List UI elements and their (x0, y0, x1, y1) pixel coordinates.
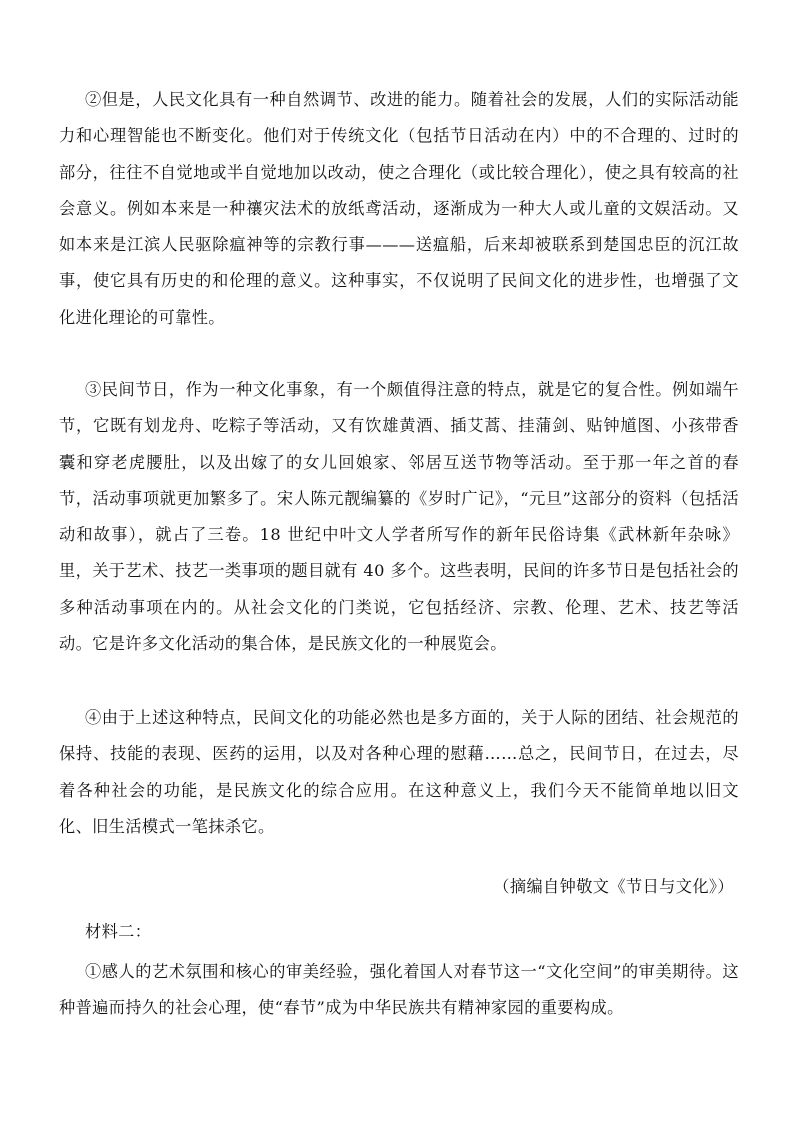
paragraph-3: ③民间节日，作为一种文化事象，有一个颇值得注意的特点，就是它的复合性。例如端午节，它既有划龙舟、吃粽子等活动，又有饮雄黄酒、插艾蒿、挂蒲剑、贴钟馗图、小孩带香囊和穿老虎腰肚，以及出嫁了的女儿回娘家、邻居互送节物等活动。至于那一年之首的春节，活动事项就更加繁多了。宋人陈元靓编纂的《岁时广记》，“元旦”这部分的资料（包括活动和故事），就占了三卷。18 世纪中叶文人学者所写作的新年民俗诗集《武林新年杂咏》里，关于艺术、技艺一类事项的题目就有 40 多个。这些表明，民间的许多节日是包括社会的多种活动事项在内的。从社会文化的门类说，它包括经济、宗教、伦理、艺术、技艺等活动。它是许多文化活动的集合体，是民族文化的一种展览会。 (59, 380, 739, 654)
paragraph-4: ④由于上述这种特点，民间文化的功能必然也是多方面的，关于人际的团结、社会规范的保持、技能的表现、医药的运用，以及对各种心理的慰藉……总之，民间节日，在过去，尽着各种社会的功能，是民族文化的综合应用。在这种意义上，我们今天不能简单地以旧文化、旧生活模式一笔抹杀它。 (59, 708, 739, 836)
material-2-heading: 材料二： (85, 922, 152, 941)
source-citation: （摘编自钟敬文《节日与文化》） (493, 877, 734, 896)
material-2-paragraph-1: ①感人的艺术氛围和核心的审美经验，强化着国人对春节这一“文化空间”的审美期待。这种普遍而持久的社会心理，使“春节”成为中华民族共有精神家园的重要构成。 (59, 962, 739, 1018)
paragraph-2: ②但是，人民文化具有一种自然调节、改进的能力。随着社会的发展，人们的实际活动能力和心理智能也不断变化。他们对于传统文化（包括节日活动在内）中的不合理的、过时的部分，往往不自觉地或半自觉地加以改动，使之合理化（或比较合理化），使之具有较高的社会意义。例如本来是一种禳灾法术的放纸鸢活动，逐渐成为一种大人或儿童的文娱活动。又如本来是江滨人民驱除瘟神等的宗教行事———送瘟船，后来却被联系到楚国忠臣的沉江故事，使它具有历史的和伦理的意义。这种事实，不仅说明了民间文化的进步性，也增强了文化进化理论的可靠性。 (59, 90, 739, 327)
